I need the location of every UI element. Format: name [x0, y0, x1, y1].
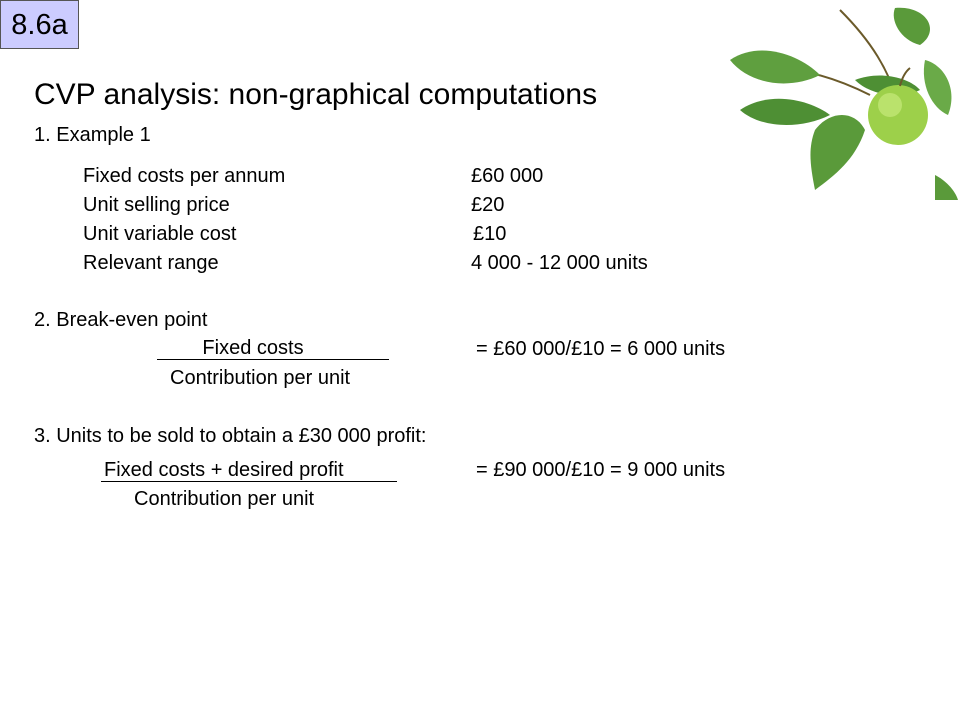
breakeven-result: = £60 000/£10 = 6 000 units [476, 338, 726, 360]
profit-denominator: Contribution per unit [134, 488, 315, 510]
apple-branch-illustration [720, 0, 960, 200]
breakeven-denominator: Contribution per unit [170, 367, 351, 389]
section-heading-example: 1. Example 1 [34, 124, 151, 146]
row-label-fixed-costs: Fixed costs per annum [83, 165, 286, 187]
row-label-selling-price: Unit selling price [83, 194, 230, 216]
breakeven-numerator: Fixed costs [157, 337, 389, 360]
row-value-fixed-costs: £60 000 [471, 165, 544, 187]
section-heading-breakeven: 2. Break-even point [34, 309, 208, 331]
section-heading-profit: 3. Units to be sold to obtain a £30 000 profit: [34, 425, 427, 447]
profit-numerator: Fixed costs + desired profit [101, 459, 397, 482]
row-label-variable-cost: Unit variable cost [83, 223, 237, 245]
slide-title: CVP analysis: non-graphical computations [34, 78, 598, 111]
row-value-variable-cost: £10 [473, 223, 507, 245]
row-value-relevant-range: 4 000 - 12 000 units [471, 252, 648, 274]
slide-number-badge: 8.6a [0, 0, 79, 49]
row-label-relevant-range: Relevant range [83, 252, 219, 274]
row-value-selling-price: £20 [471, 194, 505, 216]
profit-result: = £90 000/£10 = 9 000 units [476, 459, 726, 481]
